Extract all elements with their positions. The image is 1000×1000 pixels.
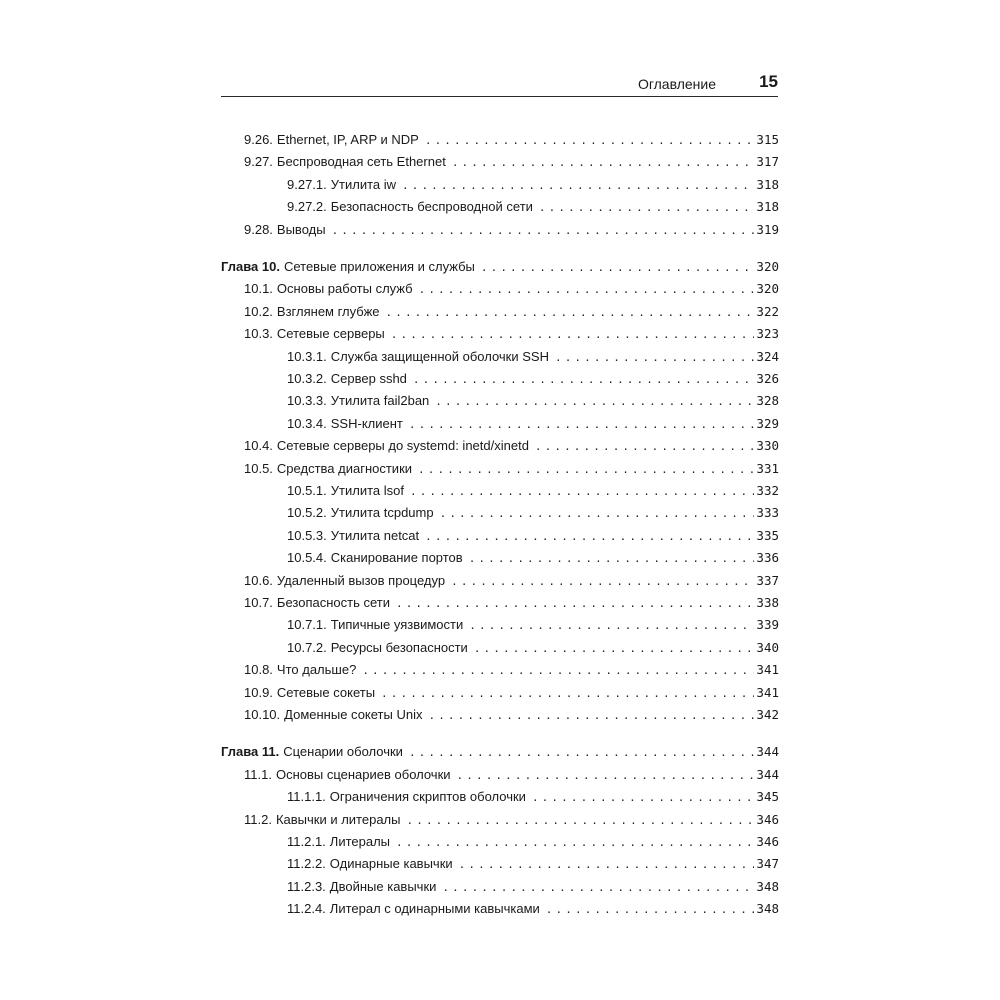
toc-dot-leader	[410, 481, 754, 503]
toc-entry-number: 10.7.2.	[287, 639, 327, 655]
toc-entry-number: 10.10.	[244, 707, 281, 722]
toc-dot-leader	[442, 877, 754, 899]
toc-entry-title: Сценарии оболочки	[283, 744, 403, 760]
toc-entry	[221, 570, 779, 592]
toc-entry-number: 11.2.4.	[287, 901, 326, 917]
toc-entry-title: Беспроводная сеть Ethernet	[276, 154, 446, 170]
toc-entry	[221, 219, 779, 241]
toc-entry-number: 9.27.2.	[287, 199, 327, 215]
toc-entry-title: SSH-клиент	[330, 415, 403, 431]
toc-entry	[221, 151, 779, 173]
toc-entry-title: Двойные кавычки	[329, 878, 437, 894]
toc-entry-title: Основы работы служб	[276, 281, 413, 297]
toc-entry	[221, 301, 779, 323]
toc-entry-page: 341	[756, 662, 779, 678]
toc-dot-leader	[419, 279, 755, 301]
toc-entry	[221, 458, 779, 480]
toc-entry-page: 346	[756, 811, 779, 827]
toc-dot-leader	[459, 854, 755, 876]
toc-entry-title: Утилита netcat	[330, 527, 420, 543]
toc-entry-number: 11.2.	[244, 811, 272, 827]
toc-entry-title: Средства диагностики	[276, 460, 413, 476]
toc-entry-page: 317	[756, 154, 779, 170]
toc-entry-number: 11.1.	[244, 766, 272, 782]
running-header	[221, 72, 778, 94]
toc-entry-title: Кавычки и литералы	[275, 811, 401, 827]
toc-entry-number: 10.3.2.	[287, 371, 327, 386]
toc-entry	[221, 368, 779, 390]
toc-entry-title: Выводы	[276, 221, 326, 237]
toc-dot-leader	[469, 615, 754, 637]
toc-entry-number: 10.5.1.	[287, 483, 327, 498]
toc-entry-page: 326	[756, 371, 779, 386]
toc-entry-page: 339	[756, 617, 779, 633]
toc-entry-title: Литералы	[329, 834, 391, 849]
toc-entry	[221, 525, 779, 547]
toc-entry-page: 315	[756, 132, 779, 147]
toc-chapter-entry	[221, 741, 779, 763]
toc-dot-leader	[440, 503, 755, 525]
toc-entry-number: 11.2.2.	[287, 856, 326, 872]
toc-entry	[221, 346, 779, 368]
toc-entry-number: 10.8.	[244, 662, 273, 678]
toc-dot-leader	[532, 787, 754, 809]
toc-entry	[221, 614, 779, 636]
toc-entry-page: 344	[756, 766, 779, 782]
toc-entry-number: 10.6.	[244, 572, 273, 588]
toc-entry-page: 338	[756, 595, 779, 610]
toc-entry-number: 9.27.	[244, 154, 273, 170]
toc-entry-number: 10.4.	[244, 438, 273, 454]
toc-dot-leader	[362, 660, 754, 682]
toc-dot-leader	[452, 152, 755, 174]
toc-dot-leader	[391, 324, 755, 346]
toc-entry-page: 345	[756, 789, 779, 805]
toc-entry-number: 10.3.1.	[287, 348, 327, 364]
toc-entry-number: 9.28.	[244, 221, 273, 237]
toc-entry-number: 10.3.4.	[287, 415, 327, 431]
toc-dot-leader	[332, 220, 755, 242]
toc-entry	[221, 659, 779, 681]
toc-entry-page: 331	[756, 460, 779, 476]
toc-entry-page: 348	[756, 878, 779, 894]
toc-entry-title: Утилита iw	[330, 176, 397, 192]
toc-dot-leader	[409, 742, 754, 764]
toc-entry-title: Безопасность сети	[276, 595, 390, 610]
toc-entry-number: 10.5.	[244, 460, 273, 476]
toc-entry-title: Сетевые приложения и службы	[283, 259, 475, 274]
toc-entry-title: Сканирование портов	[330, 550, 463, 566]
toc-dot-leader	[555, 347, 754, 369]
toc-entry-page: 320	[756, 259, 779, 274]
toc-entry-page: 332	[756, 483, 779, 498]
toc-dot-leader	[425, 526, 754, 548]
toc-entry-title: Сетевые серверы до systemd: inetd/xinetd	[276, 438, 529, 454]
toc-chapter-entry	[221, 256, 779, 278]
toc-entry-number: Глава 11.	[221, 744, 280, 760]
toc-dot-leader	[409, 414, 755, 436]
toc-entry	[221, 480, 779, 502]
toc-entry-title: Утилита fail2ban	[330, 393, 430, 409]
toc-entry	[221, 435, 779, 457]
toc-entry-page: 330	[756, 438, 779, 454]
toc-dot-leader	[402, 175, 754, 197]
toc-dot-leader	[469, 548, 755, 570]
header-title: Оглавление	[637, 76, 716, 92]
toc-entry	[221, 876, 779, 898]
header-rule	[221, 96, 778, 97]
toc-entry	[221, 786, 779, 808]
toc-entry-title: Утилита tcpdump	[330, 505, 434, 521]
toc-entry-number: 10.1.	[244, 281, 273, 297]
toc-entry-page: 329	[756, 415, 779, 431]
toc-entry-number: 11.1.1.	[287, 789, 326, 805]
toc-entry-number: 9.27.1.	[287, 176, 327, 192]
toc-dot-leader	[386, 302, 755, 324]
toc-entry-number: 9.26.	[244, 132, 273, 147]
toc-dot-leader	[381, 683, 754, 705]
toc-entry-title: Сетевые серверы	[276, 326, 385, 342]
toc-entry-page: 341	[756, 684, 779, 700]
toc-dot-leader	[451, 571, 754, 593]
toc-entry-number: 10.3.3.	[287, 393, 327, 409]
toc-entry-page: 323	[756, 326, 779, 342]
toc-entry-title: Ограничения скриптов оболочки	[329, 789, 526, 805]
toc-entry-page: 342	[756, 707, 779, 722]
toc-entry-title: Безопасность беспроводной сети	[330, 199, 533, 215]
toc-entry	[221, 853, 779, 875]
toc-entry	[221, 592, 779, 614]
header-page-number: 15	[759, 72, 778, 91]
toc-entry-page: 336	[756, 550, 779, 566]
toc-entry-page: 346	[756, 834, 779, 849]
toc-entry-title: Типичные уязвимости	[330, 617, 464, 633]
toc-dot-leader	[481, 257, 755, 279]
toc-dot-leader	[418, 459, 754, 481]
toc-entry	[221, 547, 779, 569]
toc-entry-title: Утилита lsof	[330, 483, 404, 498]
toc-entry-number: 10.9.	[244, 684, 273, 700]
toc-entry	[221, 129, 779, 151]
toc-entry-page: 320	[756, 281, 779, 297]
toc-entry-page: 318	[756, 176, 779, 192]
toc-entry-title: Одинарные кавычки	[329, 856, 453, 872]
toc-entry-page: 344	[756, 744, 779, 760]
toc-entry-title: Сетевые сокеты	[276, 684, 376, 700]
toc-entry-page: 324	[756, 348, 779, 364]
toc-dot-leader	[396, 593, 754, 615]
toc-dot-leader	[535, 436, 755, 458]
toc-entry-page: 340	[756, 639, 779, 655]
toc-entry	[221, 637, 779, 659]
toc-entry	[221, 898, 779, 920]
toc-entry-number: 11.2.3.	[287, 878, 326, 894]
toc-entry-title: Служба защищенной оболочки SSH	[330, 348, 549, 364]
toc-entry-page: 318	[756, 199, 779, 215]
toc-entry-number: 10.3.	[244, 326, 273, 342]
toc-entry-page: 322	[756, 303, 779, 319]
toc-entry-title: Взглянем глубже	[276, 303, 380, 319]
toc-entry	[221, 809, 779, 831]
toc-dot-leader	[474, 638, 755, 660]
toc-entry	[221, 323, 779, 345]
toc-dot-leader	[428, 705, 754, 727]
toc-entry	[221, 196, 779, 218]
toc-entry-page: 333	[756, 505, 779, 521]
toc-entry-number: 10.7.1.	[287, 617, 327, 633]
toc-entry-page: 328	[756, 393, 779, 409]
toc-entry-number: 10.5.3.	[287, 527, 327, 543]
toc-entry-page: 335	[756, 527, 779, 543]
toc-dot-leader	[435, 391, 754, 413]
toc-entry-number: 10.5.2.	[287, 505, 327, 521]
toc-dot-leader	[396, 832, 754, 854]
toc-entry-title: Доменные сокеты Unix	[284, 707, 423, 722]
toc-entry	[221, 413, 779, 435]
toc-entry	[221, 764, 779, 786]
toc-entry	[221, 502, 779, 524]
toc-entry	[221, 682, 779, 704]
toc-entry	[221, 390, 779, 412]
toc-dot-leader	[425, 130, 755, 152]
toc-dot-leader	[407, 810, 755, 832]
toc-entry-title: Удаленный вызов процедур	[276, 572, 446, 588]
toc-entry-number: 10.2.	[244, 303, 273, 319]
toc-entry-number: 10.7.	[244, 595, 273, 610]
toc-entry-page: 347	[756, 856, 779, 872]
toc-dot-leader	[546, 899, 755, 921]
toc-entry-title: Основы сценариев оболочки	[275, 766, 451, 782]
toc-entry-number: 10.5.4.	[287, 550, 327, 566]
toc-entry-title: Что дальше?	[276, 662, 357, 678]
toc-entry-title: Ресурсы безопасности	[330, 639, 468, 655]
toc-entry	[221, 704, 779, 726]
toc-entry	[221, 831, 779, 853]
toc-dot-leader	[457, 765, 755, 787]
toc-entry-title: Литерал с одинарными кавычками	[329, 901, 540, 917]
toc-dot-leader	[539, 197, 755, 219]
toc-entry-page: 337	[756, 572, 779, 588]
toc-entry-number: 11.2.1.	[287, 834, 326, 849]
toc-entry-page: 348	[756, 901, 779, 917]
toc-entry-page: 319	[756, 221, 779, 237]
toc-entry-title: Ethernet, IP, ARP и NDP	[276, 132, 419, 147]
toc-dot-leader	[413, 369, 755, 391]
toc-entry	[221, 174, 779, 196]
toc-entry-number: Глава 10.	[221, 259, 280, 274]
toc-entry-title: Сервер sshd	[330, 371, 407, 386]
toc-entry	[221, 278, 779, 300]
